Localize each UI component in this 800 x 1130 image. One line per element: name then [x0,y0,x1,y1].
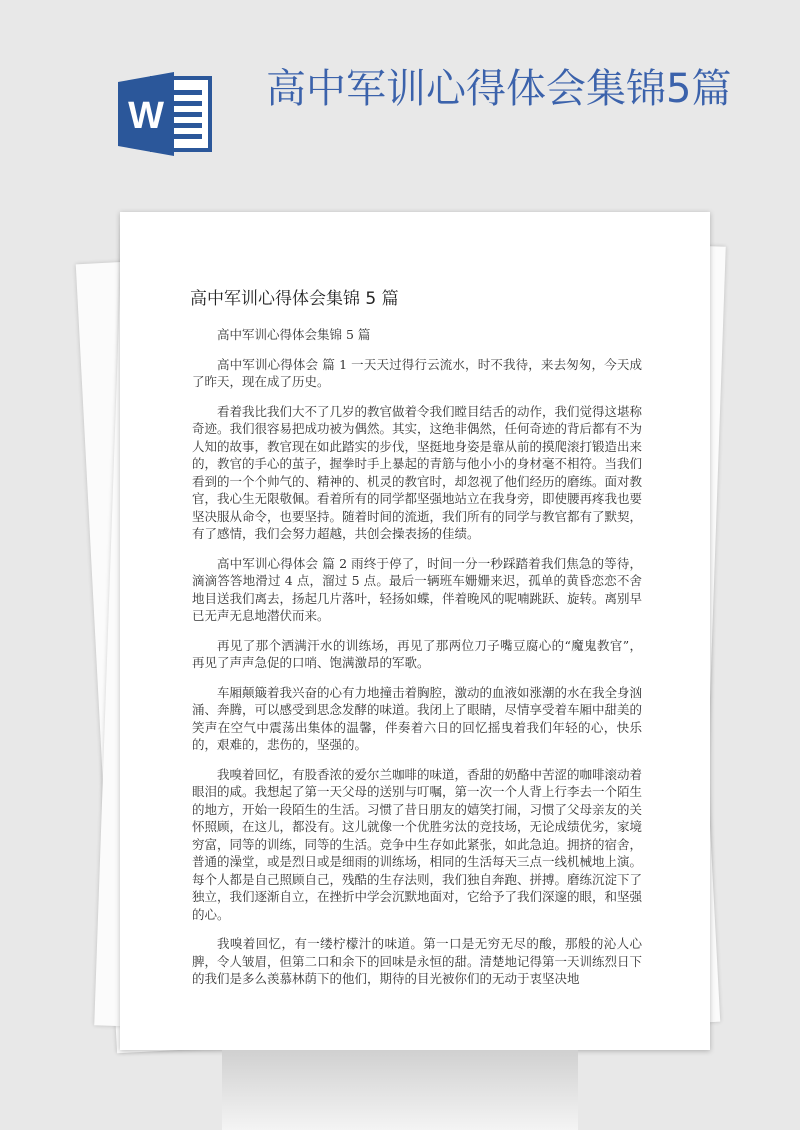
svg-text:W: W [128,95,164,137]
display-stand [222,1050,578,1130]
word-logo-icon [118,72,214,156]
paragraph: 再见了那个洒满汗水的训练场，再见了那两位刀子嘴豆腐心的“魔鬼教官”，再见了声声急促的口哨、饱满激昂的军歌。 [192,637,642,670]
paragraph: 高中军训心得体会 篇 1 一天天过得行云流水，时不我待，来去匆匆，今天成了昨天，现在成了历史。 [192,356,642,389]
document-title: 高中军训心得体会集锦 5 篇 [190,289,399,309]
document-page [120,212,710,1050]
document-body [192,326,642,1000]
paragraph: 看着我比我们大不了几岁的教官做着令我们瞠目结舌的动作，我们觉得这堪称奇迹。我们很容易把成功被为偶然。其实，这绝非偶然，任何奇迹的背后都有不为人知的故事，教官现在如此踏实的步伐，坚挺地身姿是靠从前的摸爬滚打锻造出来的，教官的手心的茧子，握拳时手上暴起的青筋与他小小的身材毫不相符。当我们看到的一个个帅气的、精神的、机灵的教官时，却忽视了他们经历的磨练。面对教官，我心生无限敬佩。看着所有的同学都坚强地站立在我身旁，即使腰再疼我也要坚决服从命令，也要坚持。随着时间的流逝，我们所有的同学与教官都有了默契，有了感情，我们会努力超越，共创会操表扬的佳绩。 [192,403,643,541]
paragraph: 高中军训心得体会集锦 5 篇 [217,327,371,342]
paragraph: 我嗅着回忆，有股香浓的爱尔兰咖啡的味道，香甜的奶酪中苦涩的咖啡滚动着眼泪的咸。我想起了第一天父母的送别与叮嘱，第一次一个人背上行李去一个陌生的地方，开始一段陌生的生活。习惯了昔日朋友的嬉笑打闹，习惯了父母亲友的关怀照顾，在这儿，都没有。这儿就像一个优胜劣汰的竞技场，无论成绩优劣，家境穷富，同等的训练，同等的生活。竞争中生存如此紧张，如此急迫。拥挤的宿舍，普通的澡堂，或是烈日或是细雨的训练场，相同的生活每天三点一线机械地上演。每个人都是自己照顾自己，残酷的生存法则，我们独自奔跑、拼搏。磨练沉淀下了独立，我们逐渐自立，在挫折中学会沉默地面对，它给予了我们深邃的眼，和坚强的心。 [192,766,643,922]
banner-title: 高中军训心得体会集锦5篇 [266,66,732,112]
paragraph: 我嗅着回忆，有一缕柠檬汁的味道。第一口是无穷无尽的酸，那般的沁人心脾，令人皱眉，但第二口和余下的回味是永恒的甜。清楚地记得第一天训练烈日下的我们是多么羡慕林荫下的他们，期待的目光被你们的无动于衷坚决地 [192,936,643,986]
paragraph: 高中军训心得体会 篇 2 雨终于停了，时间一分一秒踩踏着我们焦急的等待，滴滴答答地滑过 4 点，溜过 5 点。最后一辆班车姗姗来迟，孤单的黄昏恋恋不舍地目送我们离去，扬起几片落叶，轻扬如蝶，伴着晚风的呢喃跳跃、旋转。离别早已无声无息地潜伏而来。 [192,555,643,623]
paragraph: 车厢颠簸着我兴奋的心有力地撞击着胸腔，激动的血液如涨潮的水在我全身汹涌、奔腾，可以感受到思念发酵的味道。我闭上了眼睛，尽情享受着车厢中甜美的笑声在空气中震荡出集体的温馨，伴奏着六日的回忆摇曳着我们年轻的心，快乐的，艰难的，悲伤的，坚强的。 [192,684,643,752]
